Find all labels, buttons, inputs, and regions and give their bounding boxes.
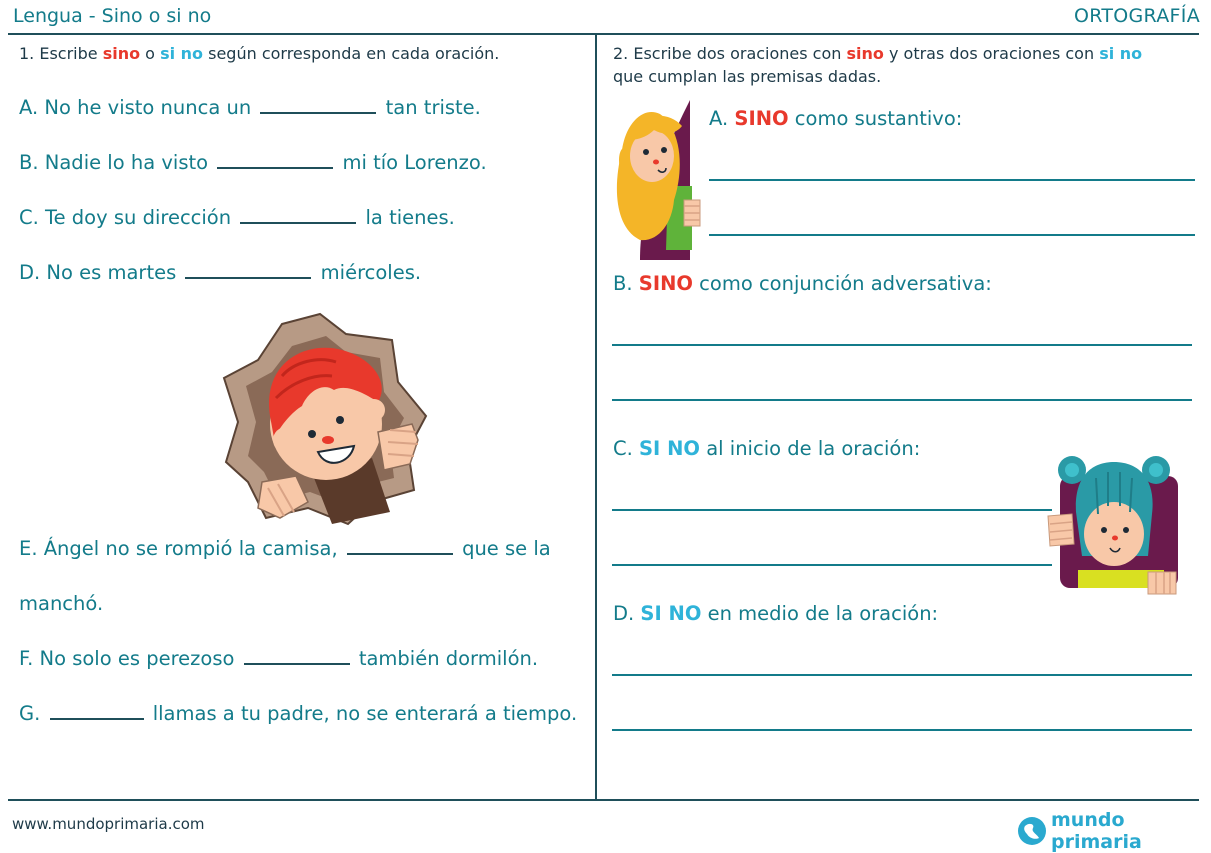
answer-line[interactable]	[612, 344, 1192, 346]
answer-blank[interactable]	[260, 96, 376, 114]
keyword-sino: sino	[846, 44, 884, 63]
answer-line[interactable]	[612, 564, 1052, 566]
sentence-text: también dormilón.	[358, 647, 539, 670]
answer-line[interactable]	[709, 234, 1195, 236]
blonde-girl-peeking-illustration	[610, 100, 706, 260]
sentence-text: A. No he visto nunca un	[19, 96, 252, 119]
answer-line[interactable]	[709, 179, 1195, 181]
sentence-text: la tienes.	[365, 206, 455, 229]
sentence-text: tan triste.	[385, 96, 481, 119]
section-letter: C.	[613, 437, 640, 460]
answer-blank[interactable]	[185, 261, 311, 279]
sentence-text: F. No solo es perezoso	[19, 647, 235, 670]
section-text: como conjunción adversativa:	[692, 272, 992, 295]
sentence-text: llamas a tu padre, no se enterará a tiempo.	[152, 702, 578, 725]
sentence-b	[19, 151, 487, 174]
keyword-si-no: SI NO	[639, 437, 701, 460]
sentence-a	[19, 96, 481, 119]
keyword-si-no: si no	[160, 44, 204, 63]
keyword-sino: SINO	[734, 107, 789, 130]
sentence-e	[19, 537, 551, 560]
section-letter: A.	[709, 107, 735, 130]
teal-girl-peeking-illustration	[1048, 456, 1180, 594]
instruction-line-2: que cumplan las premisas dadas.	[613, 67, 882, 86]
sentence-text: miércoles.	[320, 261, 422, 284]
globe-icon	[1017, 816, 1047, 846]
instruction-text: y otras dos oraciones con	[883, 44, 1100, 63]
worksheet-category: ORTOGRAFÍA	[1073, 5, 1200, 27]
sentence-e-continuation: manchó.	[19, 592, 104, 615]
sentence-d	[19, 261, 421, 284]
section-text: en medio de la oración:	[701, 602, 939, 625]
instruction-text: 2. Escribe dos oraciones con	[613, 44, 847, 63]
answer-line[interactable]	[612, 674, 1192, 676]
sentence-g	[19, 702, 577, 725]
section-b-heading	[613, 272, 992, 295]
section-letter: B.	[613, 272, 639, 295]
answer-blank[interactable]	[217, 151, 333, 169]
brand-name: mundo primaria	[1051, 809, 1142, 853]
instruction-text: 1. Escribe	[19, 44, 103, 63]
section-c-heading	[613, 437, 920, 460]
answer-blank[interactable]	[240, 206, 356, 224]
answer-blank[interactable]	[50, 702, 144, 720]
brand-logo[interactable]	[1017, 809, 1211, 853]
worksheet-title: Lengua - Sino o si no	[13, 5, 212, 27]
section-a-heading	[709, 107, 962, 130]
sentence-text: B. Nadie lo ha visto	[19, 151, 209, 174]
section-text: al inicio de la oración:	[700, 437, 921, 460]
keyword-sino: SINO	[638, 272, 693, 295]
section-text: como sustantivo:	[788, 107, 963, 130]
keyword-si-no: si no	[1099, 44, 1143, 63]
keyword-sino: sino	[102, 44, 141, 63]
sentence-c	[19, 206, 455, 229]
sentence-text: D. No es martes	[19, 261, 177, 284]
answer-blank[interactable]	[244, 647, 350, 665]
answer-line[interactable]	[612, 399, 1192, 401]
boy-peeking-illustration	[222, 312, 432, 526]
exercise1-instruction	[19, 42, 499, 65]
instruction-line-1	[613, 42, 1142, 65]
sentence-text: E. Ángel no se rompió la camisa,	[19, 537, 338, 560]
instruction-text: o	[140, 44, 161, 63]
answer-line[interactable]	[612, 729, 1192, 731]
sentence-text: G.	[19, 702, 41, 725]
answer-blank[interactable]	[347, 537, 453, 555]
website-url[interactable]: www.mundoprimaria.com	[12, 815, 205, 833]
answer-line[interactable]	[612, 509, 1052, 511]
exercise2-instruction	[613, 42, 1142, 88]
column-divider	[595, 34, 597, 800]
sentence-f	[19, 647, 538, 670]
footer-rule	[8, 799, 1199, 801]
instruction-text: según corresponda en cada oración.	[203, 44, 500, 63]
sentence-text: mi tío Lorenzo.	[342, 151, 487, 174]
section-letter: D.	[613, 602, 641, 625]
section-d-heading	[613, 602, 938, 625]
sentence-text: que se la	[462, 537, 551, 560]
keyword-si-no: SI NO	[640, 602, 702, 625]
sentence-text: C. Te doy su dirección	[19, 206, 232, 229]
header-rule	[8, 33, 1199, 35]
